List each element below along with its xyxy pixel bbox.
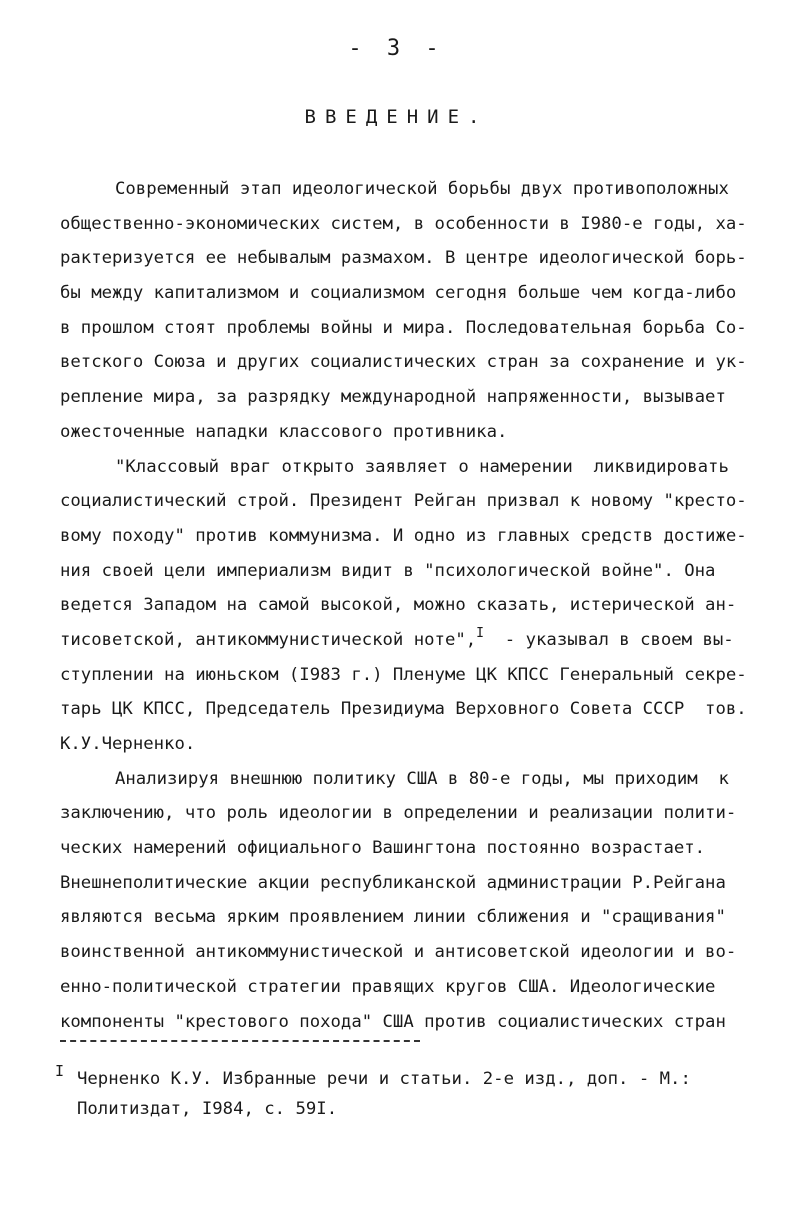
text-segment: - указывал в своем вы-: [484, 629, 734, 650]
text-line: тарь ЦК КПСС, Председатель Президиума Верховного Совета СССР тов.: [60, 699, 747, 720]
text-line: "Классовый враг открыто заявляет о намерении ликвидировать: [115, 456, 729, 477]
text-line: воинственной антикоммунистической и антисоветской идеологии и во-: [60, 942, 737, 963]
text-line-with-footnote-ref: [60, 623, 760, 658]
text-line: в прошлом стоят проблемы войны и мира. Последовательная борьба Со-: [60, 317, 747, 338]
footnote-mark: I: [55, 1062, 65, 1080]
text-line: ведется Западом на самой высокой, можно сказать, истерической ан-: [60, 595, 737, 616]
text-line: ния своей цели империализм видит в "психологической войне". Она: [60, 560, 716, 581]
text-line: Современный этап идеологической борьбы двух противоположных: [115, 179, 729, 199]
footnote: [55, 1052, 755, 1128]
text-line: репление мира, за разрядку международной напряженности, вызывает: [60, 387, 726, 408]
footnote-reference: I: [476, 625, 484, 641]
text-line: общественно-экономических систем, в особенности в I980-е годы, ха-: [60, 213, 747, 234]
body-text: [60, 172, 760, 1039]
text-line: являются весьма ярким проявлением линии сближения и "сращивания": [60, 907, 726, 928]
text-line: заключению, что роль идеологии в определении и реализации полити-: [60, 803, 737, 824]
text-line: социалистический строй. Президент Рейган призвал к новому "кресто-: [60, 491, 747, 512]
section-heading: ВВЕДЕНИЕ.: [304, 106, 489, 128]
text-line: Внешнеполитические акции республиканской администрации Р.Рейгана: [60, 872, 726, 893]
footnote-text: Черненко К.У. Избранные речи и статьи. 2-е изд., доп. - М.:: [77, 1069, 691, 1089]
text-line: рактеризуется ее небывалым размахом. В центре идеологической борь-: [60, 248, 747, 269]
footnote-separator: [60, 1040, 420, 1042]
text-line: К.У.Черненко.: [60, 734, 196, 754]
text-line: компоненты "крестового похода" США против социалистических стран: [60, 1011, 726, 1032]
text-line: енно-политической стратегии правящих кругов США. Идеологические: [60, 976, 716, 997]
text-line: ветского Союза и других социалистических стран за сохранение и ук-: [60, 352, 747, 373]
text-line: Анализируя внешнюю политику США в 80-е годы, мы приходим к: [115, 768, 729, 789]
text-line: вому походу" против коммунизма. И одно из главных средств достиже-: [60, 525, 747, 546]
text-line: ступлении на июньском (I983 г.) Пленуме ЦК КПСС Генеральный секре-: [60, 664, 747, 685]
text-line: ожесточенные нападки классового противника.: [60, 421, 508, 442]
text-segment: тисоветской, антикоммунистической ноте",: [60, 629, 477, 650]
text-line: бы между капитализмом и социализмом сегодня больше чем когда-либо: [60, 283, 737, 304]
text-line: ческих намерений официального Вашингтона постоянно возрастает.: [60, 838, 706, 859]
footnote-text: Политиздат, I984, с. 59I.: [77, 1099, 338, 1119]
page-number: - 3 -: [348, 36, 445, 61]
